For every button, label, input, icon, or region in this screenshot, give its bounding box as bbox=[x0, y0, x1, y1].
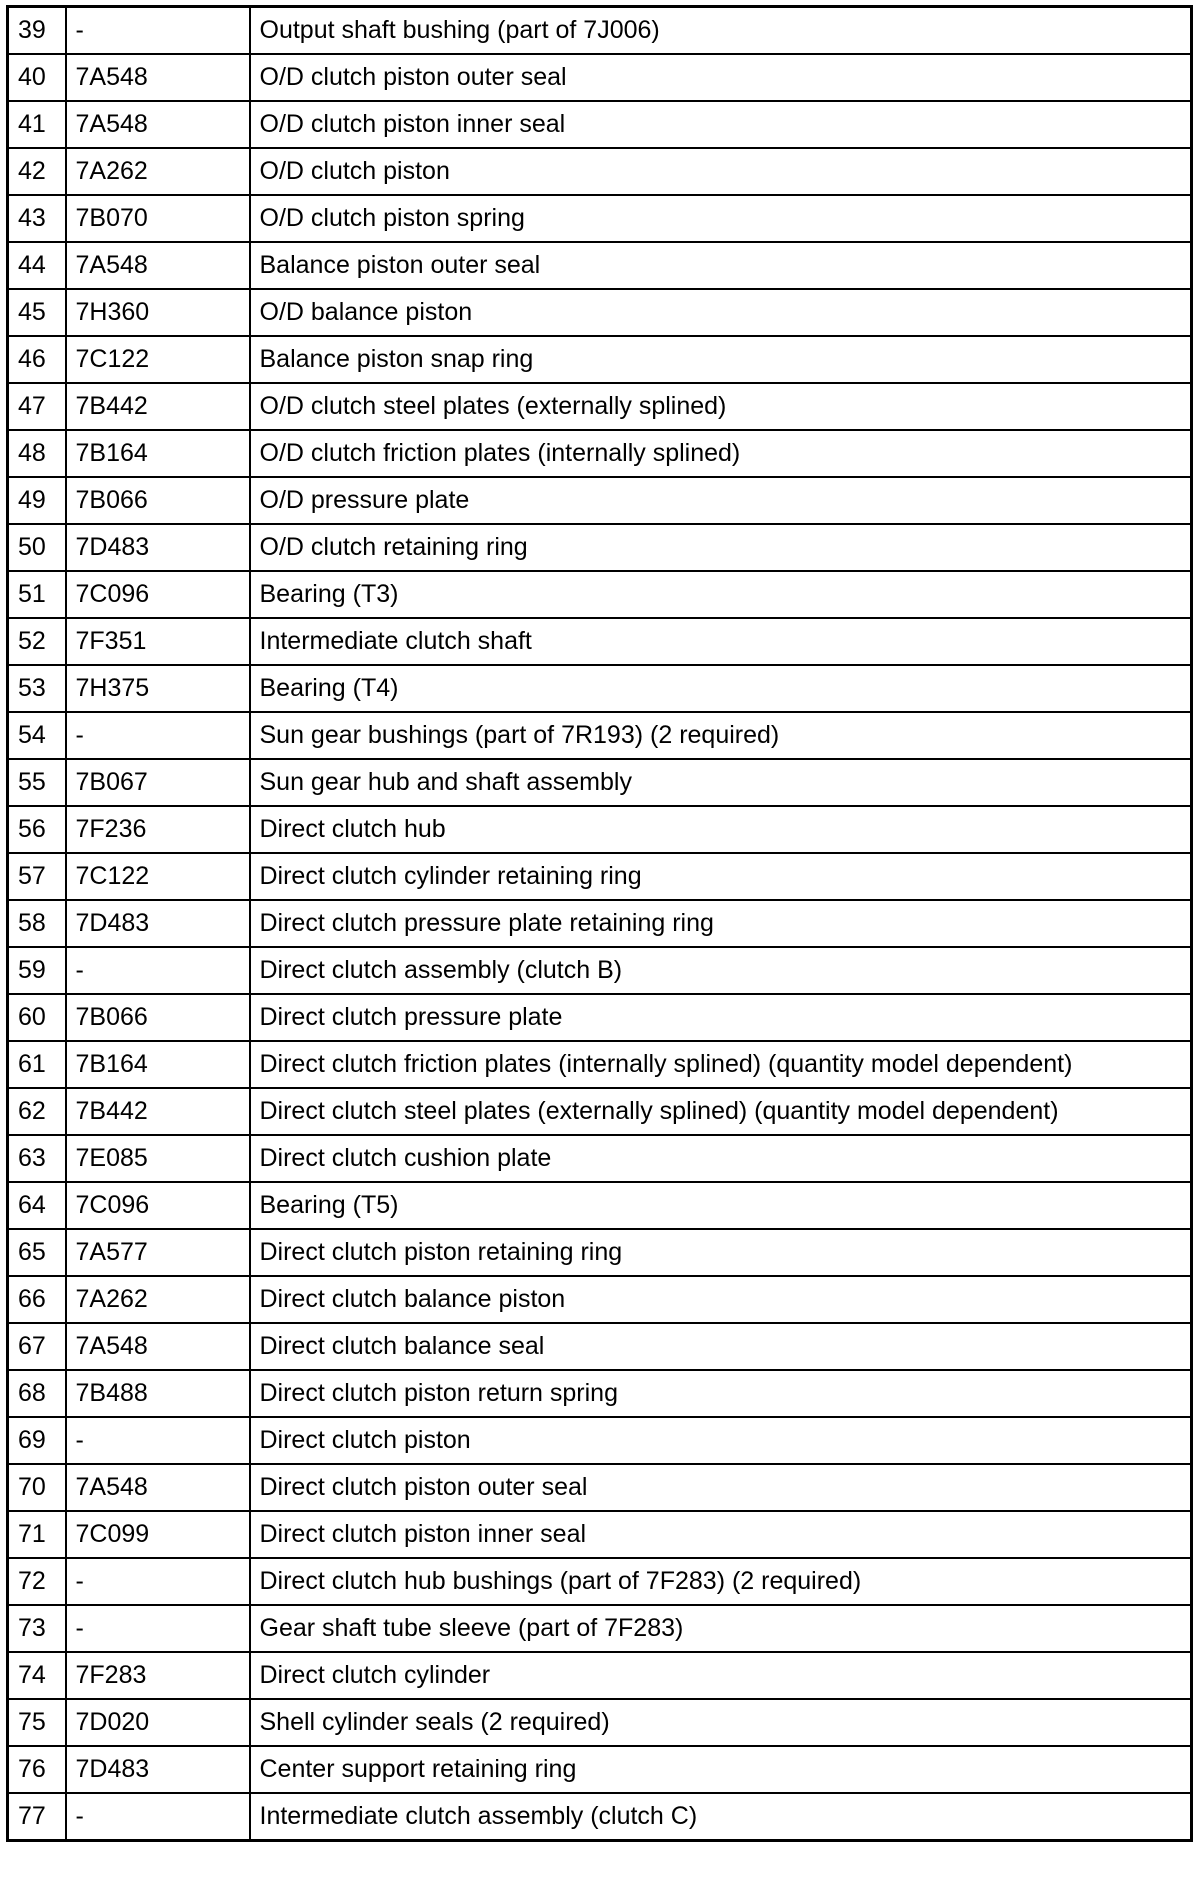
item-number-cell: 57 bbox=[8, 853, 66, 900]
table-row bbox=[8, 7, 1192, 55]
item-number-cell: 64 bbox=[8, 1182, 66, 1229]
description-cell: Sun gear bushings (part of 7R193) (2 required) bbox=[250, 712, 1192, 759]
item-number-cell: 39 bbox=[8, 7, 66, 55]
table-row bbox=[8, 1276, 1192, 1323]
table-row bbox=[8, 54, 1192, 101]
item-number-cell: 60 bbox=[8, 994, 66, 1041]
description-cell: Direct clutch friction plates (internally splined) (quantity model dependent) bbox=[250, 1041, 1192, 1088]
part-number-cell: 7C099 bbox=[66, 1511, 250, 1558]
table-row bbox=[8, 947, 1192, 994]
item-number-cell: 42 bbox=[8, 148, 66, 195]
description-cell: Direct clutch hub bbox=[250, 806, 1192, 853]
item-number-cell: 77 bbox=[8, 1793, 66, 1841]
table-row bbox=[8, 806, 1192, 853]
table-row bbox=[8, 571, 1192, 618]
part-number-cell: 7A548 bbox=[66, 101, 250, 148]
part-number-cell: - bbox=[66, 1558, 250, 1605]
item-number-cell: 53 bbox=[8, 665, 66, 712]
part-number-cell: 7H360 bbox=[66, 289, 250, 336]
description-cell: Balance piston snap ring bbox=[250, 336, 1192, 383]
item-number-cell: 40 bbox=[8, 54, 66, 101]
table-row bbox=[8, 1793, 1192, 1841]
description-cell: Direct clutch piston outer seal bbox=[250, 1464, 1192, 1511]
part-number-cell: 7D483 bbox=[66, 900, 250, 947]
part-number-cell: 7D483 bbox=[66, 524, 250, 571]
item-number-cell: 62 bbox=[8, 1088, 66, 1135]
part-number-cell: - bbox=[66, 947, 250, 994]
part-number-cell: 7F351 bbox=[66, 618, 250, 665]
description-cell: Shell cylinder seals (2 required) bbox=[250, 1699, 1192, 1746]
table-row bbox=[8, 1652, 1192, 1699]
part-number-cell: 7A262 bbox=[66, 1276, 250, 1323]
description-cell: O/D pressure plate bbox=[250, 477, 1192, 524]
description-cell: Output shaft bushing (part of 7J006) bbox=[250, 7, 1192, 55]
item-number-cell: 56 bbox=[8, 806, 66, 853]
part-number-cell: 7B066 bbox=[66, 477, 250, 524]
part-number-cell: 7B164 bbox=[66, 430, 250, 477]
part-number-cell: 7C122 bbox=[66, 853, 250, 900]
description-cell: Intermediate clutch shaft bbox=[250, 618, 1192, 665]
item-number-cell: 45 bbox=[8, 289, 66, 336]
item-number-cell: 52 bbox=[8, 618, 66, 665]
item-number-cell: 70 bbox=[8, 1464, 66, 1511]
part-number-cell: 7B066 bbox=[66, 994, 250, 1041]
item-number-cell: 41 bbox=[8, 101, 66, 148]
item-number-cell: 54 bbox=[8, 712, 66, 759]
table-row bbox=[8, 712, 1192, 759]
description-cell: Direct clutch balance seal bbox=[250, 1323, 1192, 1370]
description-cell: O/D balance piston bbox=[250, 289, 1192, 336]
part-number-cell: 7E085 bbox=[66, 1135, 250, 1182]
description-cell: Direct clutch hub bushings (part of 7F283) (2 required) bbox=[250, 1558, 1192, 1605]
part-number-cell: 7A548 bbox=[66, 1464, 250, 1511]
description-cell: Gear shaft tube sleeve (part of 7F283) bbox=[250, 1605, 1192, 1652]
part-number-cell: - bbox=[66, 7, 250, 55]
description-cell: Direct clutch cylinder bbox=[250, 1652, 1192, 1699]
item-number-cell: 47 bbox=[8, 383, 66, 430]
item-number-cell: 43 bbox=[8, 195, 66, 242]
item-number-cell: 76 bbox=[8, 1746, 66, 1793]
item-number-cell: 66 bbox=[8, 1276, 66, 1323]
part-number-cell: 7D020 bbox=[66, 1699, 250, 1746]
part-number-cell: - bbox=[66, 1793, 250, 1841]
table-row bbox=[8, 1088, 1192, 1135]
description-cell: Direct clutch cylinder retaining ring bbox=[250, 853, 1192, 900]
item-number-cell: 72 bbox=[8, 1558, 66, 1605]
part-number-cell: - bbox=[66, 1605, 250, 1652]
part-number-cell: 7C096 bbox=[66, 1182, 250, 1229]
description-cell: Center support retaining ring bbox=[250, 1746, 1192, 1793]
description-cell: Direct clutch pressure plate bbox=[250, 994, 1192, 1041]
part-number-cell: 7A548 bbox=[66, 1323, 250, 1370]
item-number-cell: 67 bbox=[8, 1323, 66, 1370]
table-row bbox=[8, 1041, 1192, 1088]
item-number-cell: 50 bbox=[8, 524, 66, 571]
table-row bbox=[8, 1135, 1192, 1182]
table-row bbox=[8, 1182, 1192, 1229]
description-cell: Bearing (T3) bbox=[250, 571, 1192, 618]
part-number-cell: 7H375 bbox=[66, 665, 250, 712]
table-row bbox=[8, 1699, 1192, 1746]
table-row bbox=[8, 1370, 1192, 1417]
table-row bbox=[8, 1558, 1192, 1605]
description-cell: Direct clutch cushion plate bbox=[250, 1135, 1192, 1182]
table-row bbox=[8, 101, 1192, 148]
item-number-cell: 61 bbox=[8, 1041, 66, 1088]
part-number-cell: - bbox=[66, 712, 250, 759]
item-number-cell: 73 bbox=[8, 1605, 66, 1652]
table-row bbox=[8, 1464, 1192, 1511]
description-cell: Bearing (T5) bbox=[250, 1182, 1192, 1229]
part-number-cell: 7F236 bbox=[66, 806, 250, 853]
item-number-cell: 59 bbox=[8, 947, 66, 994]
table-row bbox=[8, 524, 1192, 571]
description-cell: Direct clutch balance piston bbox=[250, 1276, 1192, 1323]
part-number-cell: 7F283 bbox=[66, 1652, 250, 1699]
item-number-cell: 49 bbox=[8, 477, 66, 524]
part-number-cell: 7A262 bbox=[66, 148, 250, 195]
description-cell: Sun gear hub and shaft assembly bbox=[250, 759, 1192, 806]
item-number-cell: 71 bbox=[8, 1511, 66, 1558]
part-number-cell: 7B164 bbox=[66, 1041, 250, 1088]
item-number-cell: 51 bbox=[8, 571, 66, 618]
description-cell: O/D clutch piston outer seal bbox=[250, 54, 1192, 101]
item-number-cell: 63 bbox=[8, 1135, 66, 1182]
table-row bbox=[8, 1746, 1192, 1793]
table-row bbox=[8, 430, 1192, 477]
item-number-cell: 55 bbox=[8, 759, 66, 806]
description-cell: Direct clutch piston return spring bbox=[250, 1370, 1192, 1417]
description-cell: O/D clutch retaining ring bbox=[250, 524, 1192, 571]
part-number-cell: 7A548 bbox=[66, 54, 250, 101]
table-row bbox=[8, 853, 1192, 900]
table-row bbox=[8, 618, 1192, 665]
table-row bbox=[8, 289, 1192, 336]
table-row bbox=[8, 1605, 1192, 1652]
part-number-cell: 7D483 bbox=[66, 1746, 250, 1793]
item-number-cell: 69 bbox=[8, 1417, 66, 1464]
item-number-cell: 48 bbox=[8, 430, 66, 477]
description-cell: Direct clutch piston inner seal bbox=[250, 1511, 1192, 1558]
table-row bbox=[8, 242, 1192, 289]
description-cell: Intermediate clutch assembly (clutch C) bbox=[250, 1793, 1192, 1841]
item-number-cell: 44 bbox=[8, 242, 66, 289]
table-row bbox=[8, 477, 1192, 524]
table-row bbox=[8, 1417, 1192, 1464]
description-cell: Direct clutch steel plates (externally splined) (quantity model dependent) bbox=[250, 1088, 1192, 1135]
item-number-cell: 58 bbox=[8, 900, 66, 947]
part-number-cell: 7A577 bbox=[66, 1229, 250, 1276]
item-number-cell: 68 bbox=[8, 1370, 66, 1417]
table-row bbox=[8, 900, 1192, 947]
description-cell: Direct clutch pressure plate retaining ring bbox=[250, 900, 1192, 947]
description-cell: Direct clutch piston retaining ring bbox=[250, 1229, 1192, 1276]
part-number-cell: 7B488 bbox=[66, 1370, 250, 1417]
description-cell: O/D clutch piston inner seal bbox=[250, 101, 1192, 148]
table-row bbox=[8, 1511, 1192, 1558]
table-row bbox=[8, 759, 1192, 806]
table-row bbox=[8, 1229, 1192, 1276]
table-row bbox=[8, 383, 1192, 430]
description-cell: Direct clutch piston bbox=[250, 1417, 1192, 1464]
item-number-cell: 74 bbox=[8, 1652, 66, 1699]
description-cell: Direct clutch assembly (clutch B) bbox=[250, 947, 1192, 994]
table-row bbox=[8, 195, 1192, 242]
part-number-cell: 7B067 bbox=[66, 759, 250, 806]
part-number-cell: 7B442 bbox=[66, 1088, 250, 1135]
description-cell: O/D clutch piston spring bbox=[250, 195, 1192, 242]
description-cell: O/D clutch piston bbox=[250, 148, 1192, 195]
part-number-cell: 7A548 bbox=[66, 242, 250, 289]
table-row bbox=[8, 665, 1192, 712]
table-row bbox=[8, 1323, 1192, 1370]
part-number-cell: - bbox=[66, 1417, 250, 1464]
table-row bbox=[8, 336, 1192, 383]
description-cell: Balance piston outer seal bbox=[250, 242, 1192, 289]
description-cell: O/D clutch friction plates (internally splined) bbox=[250, 430, 1192, 477]
description-cell: Bearing (T4) bbox=[250, 665, 1192, 712]
parts-table bbox=[6, 5, 1193, 1842]
part-number-cell: 7B442 bbox=[66, 383, 250, 430]
description-cell: O/D clutch steel plates (externally splined) bbox=[250, 383, 1192, 430]
item-number-cell: 65 bbox=[8, 1229, 66, 1276]
table-row bbox=[8, 994, 1192, 1041]
table-row bbox=[8, 148, 1192, 195]
parts-table-body bbox=[8, 7, 1192, 1841]
part-number-cell: 7C096 bbox=[66, 571, 250, 618]
item-number-cell: 46 bbox=[8, 336, 66, 383]
item-number-cell: 75 bbox=[8, 1699, 66, 1746]
part-number-cell: 7C122 bbox=[66, 336, 250, 383]
part-number-cell: 7B070 bbox=[66, 195, 250, 242]
